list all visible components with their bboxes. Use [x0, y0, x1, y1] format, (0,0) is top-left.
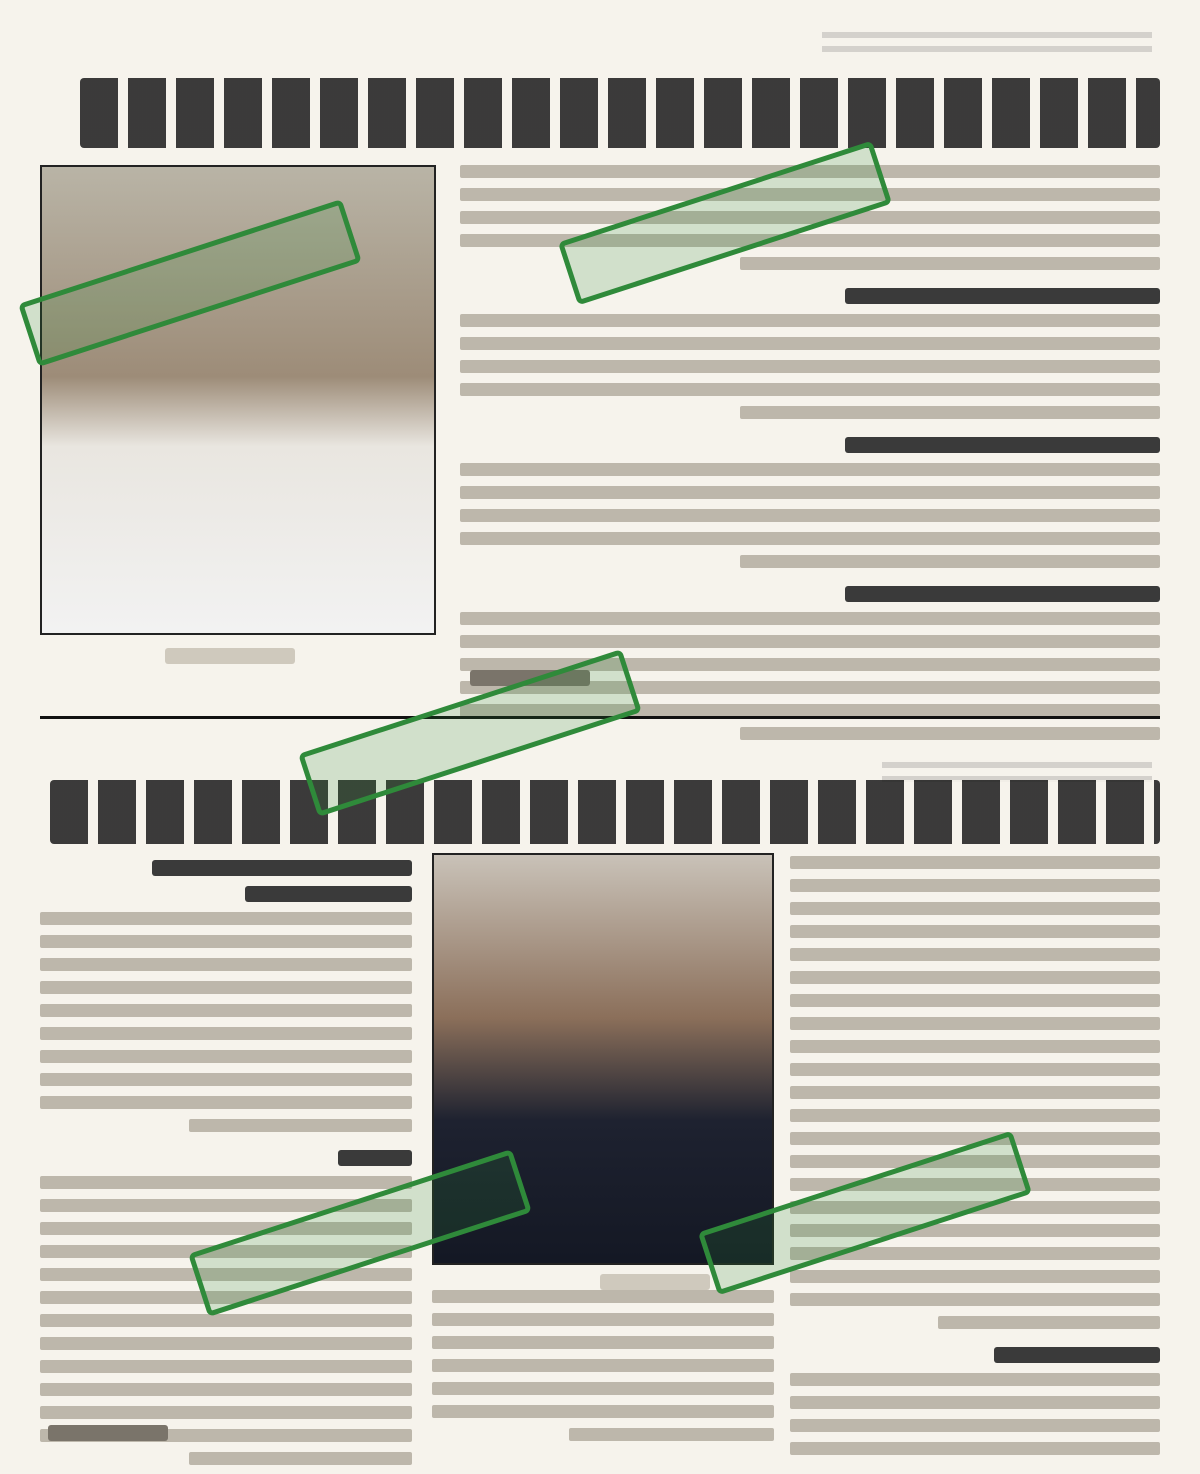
- article-1-subheading: [845, 288, 1160, 304]
- article-2-subheading: [152, 860, 412, 876]
- article-2-subheading: [994, 1347, 1161, 1363]
- article-2-subheading: [338, 1150, 412, 1166]
- article-2-body-center: [432, 1290, 774, 1441]
- article-2-subheading: [245, 886, 412, 902]
- article-2-headline: [50, 780, 1160, 844]
- article-2-byline: [48, 1425, 168, 1441]
- article-1-kicker: [822, 22, 1152, 62]
- article-1-subheading: [845, 437, 1160, 453]
- article-2-body-left: [40, 860, 412, 1465]
- article-1-photo-caption: [165, 648, 295, 664]
- article-1-headline: [80, 78, 1160, 148]
- article-2-photo-caption: [600, 1274, 710, 1290]
- article-1-subheading: [845, 586, 1160, 602]
